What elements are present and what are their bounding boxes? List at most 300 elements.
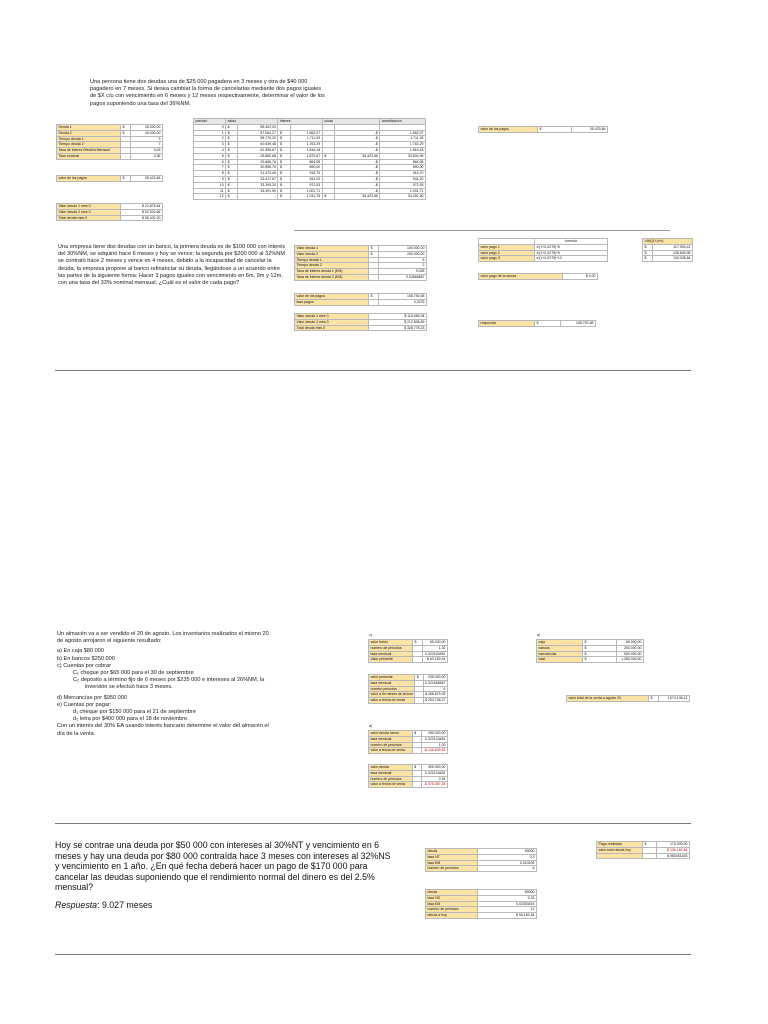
row-value: 150.000,00 <box>422 731 448 737</box>
row-value: 100.038,84 <box>653 256 693 262</box>
row-label: respuesta <box>479 321 535 327</box>
row-value: $ 253.746,27 <box>423 698 447 704</box>
amort-cell: - <box>238 194 278 200</box>
amort-cell: $ <box>278 194 290 200</box>
amort-cell: 1.001,71 <box>290 188 322 194</box>
row-label: valor de los pagos <box>57 176 121 182</box>
amort-cell: -$ <box>334 176 380 182</box>
amort-cell: 1.870,67 <box>290 153 322 159</box>
row-label: tasa mensual <box>369 736 413 742</box>
row-currency: $ <box>583 645 617 651</box>
amort-cell: -$ <box>334 171 380 177</box>
row-value: $ 55.402,20 <box>121 215 163 221</box>
row-currency: $ <box>369 294 379 300</box>
row-value: 0,025 <box>379 269 427 275</box>
problem-2-text <box>58 244 286 287</box>
row-label: valor de los pagos <box>479 127 538 133</box>
row-label: valor deuda <box>369 765 413 771</box>
s3-c2-table <box>368 674 448 704</box>
amort-cell: 1.031,76 <box>290 194 322 200</box>
formula-header: formula <box>535 239 608 245</box>
row-label: Tasa de interes Efectiva Mensual <box>57 148 121 154</box>
row-value: 200.000,00 <box>379 251 427 257</box>
divider-3 <box>55 954 691 955</box>
table-row <box>426 866 537 872</box>
problem-1-text <box>90 79 326 108</box>
amort-cell: $ <box>226 188 238 194</box>
amort-cell: $ <box>278 159 290 165</box>
problem-3-line: Con un interés del 30% EA usando interés bancario determine el valor del almacén el <box>57 723 269 730</box>
row-label: valor pago de la deuda <box>479 274 563 280</box>
amort-cell: $ <box>278 130 290 136</box>
row-label: bancos <box>537 645 583 651</box>
row-label: Tasa nominal <box>57 153 121 159</box>
header-cell: periodo <box>194 119 226 125</box>
row-value: 3 <box>131 136 163 142</box>
row-label: Valor presente <box>369 657 413 663</box>
row-value: 35.423,66 <box>572 127 608 133</box>
row-label: caja <box>537 640 583 646</box>
row-currency: $ <box>643 244 653 250</box>
row-value: 108.792,65 <box>379 294 427 300</box>
row-value: $ 0,00 <box>563 274 598 280</box>
amort-cell: 32.417,67 <box>238 176 278 182</box>
problem-3-line: Un almacén va a ser vendido el 20 de agosto. Los inventarios realizados el mismo 20 <box>57 631 269 637</box>
row-label: Tasa de interes deuda 2 (EM) <box>295 274 369 280</box>
row-label: valor pago 1 <box>479 244 535 250</box>
amort-cell: 11 <box>194 188 226 194</box>
amort-cell: $ <box>226 182 238 188</box>
row-label: numero de periodos <box>369 776 413 782</box>
row-value: 50000 <box>478 849 537 855</box>
table-row <box>479 127 608 133</box>
amort-cell: 35.423,66 <box>334 194 380 200</box>
fx-header: =M/((1+i)^n) <box>643 239 693 245</box>
row-value: 2 <box>379 263 427 269</box>
amort-cell: $ <box>278 188 290 194</box>
problem-1-paragraph: Una persona tiene dos deudas una de $25 000 pagadera en 3 meses y otra de $40 000 pagadero en 7 meses. Si desea cambiar la forma de cancelarlas mediante dos pagos iguales de $X c/u con vencimiento en 6 meses y 12 meses respectivamente, determinar el valor de los pagos suponiendo una tasa del 36%NM. <box>90 79 325 107</box>
row-label: tasa NS <box>426 895 478 901</box>
row-label: valor de los pagos <box>295 294 369 300</box>
row-value: $ 63.150,91 <box>423 657 448 663</box>
row-currency: $ <box>412 765 422 771</box>
row-value: 7 <box>131 142 163 148</box>
row-currency <box>412 748 422 754</box>
row-value: 35.423,66 <box>131 176 163 182</box>
amort-cell: $ <box>226 159 238 165</box>
amort-cell: 0 <box>194 124 226 130</box>
row-label: Valor deuda 2 mes 0 <box>57 209 121 215</box>
row-label: valor a fecha de venta <box>369 782 413 788</box>
row-value: 0,02666667 <box>379 274 427 280</box>
section-divider-top <box>294 230 670 231</box>
table-row <box>369 748 448 754</box>
row-label: Tiempo deuda 2 <box>57 142 121 148</box>
row-currency: $ <box>643 256 653 262</box>
row-label: Valor deuda 1 mes 0 <box>57 204 121 210</box>
amort-cell: 57.064,27 <box>238 130 278 136</box>
row-currency: $ <box>121 130 131 136</box>
problem-4-text <box>55 840 395 911</box>
row-currency: $ <box>643 250 653 256</box>
s3-d-title: d) <box>369 724 373 728</box>
row-label: valor total deuda hoy <box>597 847 643 853</box>
row-label: Valor deuda 2 <box>295 251 369 257</box>
row-value: $ 115.969,34 <box>369 314 427 320</box>
s4-table-1 <box>425 848 537 872</box>
amort-cell: 1.816,18 <box>290 147 322 153</box>
s3-d-table <box>368 730 448 754</box>
problem-3-text <box>57 631 347 738</box>
row-label: tasa EM <box>426 901 478 907</box>
respuesta-value: : 9.027 meses <box>97 899 153 910</box>
amort-cell: 890,00 <box>380 165 426 171</box>
problem-3-line: e) Cuentas por pagar: <box>57 701 112 708</box>
row-value: 1.074.148,12 <box>659 696 690 702</box>
table-row <box>57 153 163 159</box>
row-label: Total deuda mes 0 <box>57 215 121 221</box>
problem-3-line: d) Mercancías por $950 000 <box>57 694 127 701</box>
s2-respuesta <box>478 320 596 327</box>
row-currency: $ <box>415 675 423 681</box>
table-row <box>537 657 644 663</box>
amort-cell: 1.711,93 <box>380 136 426 142</box>
s3-venta-table <box>566 695 690 702</box>
amort-cell: 33.390,20 <box>238 182 278 188</box>
table-row <box>369 782 448 788</box>
amort-cell: 1.001,71 <box>380 188 426 194</box>
amort-cell: 1.662,07 <box>380 130 426 136</box>
row-currency: $ <box>413 640 423 646</box>
row-label: Tiempo deuda 2 <box>295 263 369 269</box>
amort-cell: $ <box>322 153 334 159</box>
row-value: 0,3 <box>478 854 537 860</box>
table-row <box>643 256 693 262</box>
row-value: 108.605,98 <box>653 250 693 256</box>
row-currency: $ <box>121 176 131 182</box>
s2-pago-deuda <box>478 273 598 280</box>
amort-cell: 944,20 <box>290 176 322 182</box>
amort-cell: 62.355,67 <box>238 147 278 153</box>
row-label: Valor deuda 1 mes 0 <box>295 314 369 320</box>
row-currency <box>369 274 379 280</box>
row-value: 0,32 <box>478 895 537 901</box>
amort-cell: $ <box>226 130 238 136</box>
row-label: mercancias <box>537 651 583 657</box>
s3-a-table <box>536 639 644 663</box>
table-row <box>369 698 448 704</box>
problem-3-line: inversión se efectuó hace 3 meses. <box>85 684 173 691</box>
row-currency: $ <box>583 657 617 663</box>
amort-cell: 58.776,20 <box>238 136 278 142</box>
table-row <box>479 274 598 280</box>
amort-cell: $ <box>226 124 238 130</box>
s3-a-title: a) <box>537 633 541 637</box>
row-value: 80000 <box>478 890 537 896</box>
row-value: 2,94 <box>422 776 448 782</box>
row-value: $ 96.162,64 <box>478 913 537 919</box>
row-value: 25.000,00 <box>131 125 163 131</box>
s4-table-3 <box>596 841 690 859</box>
s2-pagos-table <box>294 293 427 306</box>
divider-1 <box>55 370 691 371</box>
row-value: 40.000,00 <box>131 130 163 136</box>
row-label: Total deuda mes 0 <box>295 325 369 331</box>
amort-cell: 2 <box>194 136 226 142</box>
header-cell: interes <box>278 119 322 125</box>
row-label: numero periodos <box>369 686 415 692</box>
table-row <box>567 696 690 702</box>
amort-cell: 7 <box>194 165 226 171</box>
header-cell: amortizacion <box>380 119 426 125</box>
amort-cell: 944,20 <box>380 176 426 182</box>
row-label: Valor deuda 2 mes 0 <box>295 319 369 325</box>
row-label: numero de periodos <box>426 866 478 872</box>
row-currency: $ <box>643 842 657 848</box>
table-row <box>369 692 448 698</box>
problem-4-paragraph: Hoy se contrae una deuda por $50 000 con intereses al 30%NT y vencimiento en 6 meses y hay una deuda por $80 000 contraída hace 3 meses con intereses al 32%NS y vencimiento en 1 año. ¿En qué fecha deberá hacer un pago de $170 000 para cancelar las deudas suponiendo que el rendimiento normal del dinero es del 2.5% mensual? <box>55 840 391 893</box>
row-currency: $ <box>412 731 422 737</box>
row-currency: $ <box>369 251 379 257</box>
problem-3-line: C₁ cheque por $65 000 para el 30 de septiembre <box>73 670 194 677</box>
row-currency: $ <box>583 651 617 657</box>
amort-cell: -$ <box>334 147 380 153</box>
amort-cell: $ <box>278 165 290 171</box>
row-label: numero de periodos <box>426 907 478 913</box>
row-label: deuda <box>426 890 478 896</box>
amortization-table <box>193 118 426 200</box>
row-currency <box>415 698 423 704</box>
amort-cell: $ <box>226 171 238 177</box>
amort-cell: 9 <box>194 176 226 182</box>
row-currency <box>413 657 423 663</box>
s1-pagos-table <box>56 175 163 182</box>
row-value: 12 <box>478 907 537 913</box>
row-value: 80.000,00 <box>617 640 644 646</box>
amort-cell: $ <box>226 176 238 182</box>
respuesta-line <box>55 900 395 911</box>
row-value: $ 22.878,54 <box>121 204 163 210</box>
table-row <box>369 657 448 663</box>
amort-cell: 1.711,93 <box>290 136 322 142</box>
row-value: $ 268.879,93 <box>423 692 447 698</box>
row-label: tasa mensual <box>369 651 413 657</box>
row-label: valor presente <box>369 675 415 681</box>
row-value: 100.000,00 <box>379 246 427 252</box>
amort-cell: 35.423,66 <box>334 153 380 159</box>
row-value: $ 212.808,89 <box>369 319 427 325</box>
amort-cell: $ <box>226 153 238 159</box>
header-cell: saldo <box>226 119 278 125</box>
row-value: 8,980451643 <box>657 853 690 859</box>
row-value: 6 <box>478 866 537 872</box>
row-value: 0,022104451 <box>423 651 448 657</box>
row-formula: x/(1+0,0275)^9 <box>535 250 608 256</box>
row-label: Tasa de interes deuda 1 (EM) <box>295 269 369 275</box>
row-value: 0,022104451 <box>422 736 448 742</box>
amort-cell: 916,70 <box>380 171 426 177</box>
row-label: total <box>537 657 583 663</box>
amort-cell: 34.391,90 <box>380 194 426 200</box>
problem-3-line: día de la venta. <box>57 730 96 737</box>
s3-c-title: c) <box>369 633 372 637</box>
amort-cell: 1 <box>194 130 226 136</box>
problem-3-line: de agosto arrojaron el siguiente resultado: <box>57 638 162 645</box>
s2-totals-table <box>294 313 427 331</box>
amort-cell: 1.763,29 <box>290 142 322 148</box>
row-currency <box>369 299 379 305</box>
row-value: $ 328.778,23 <box>369 325 427 331</box>
row-label: tasa NT <box>426 854 478 860</box>
row-label: valor futuro <box>369 640 413 646</box>
s2-fx-table <box>642 238 693 262</box>
row-value: $ 32.523,66 <box>121 209 163 215</box>
row-label: Deuda 2 <box>57 130 121 136</box>
amort-cell: -$ <box>334 182 380 188</box>
row-label: deuda <box>426 849 478 855</box>
amort-cell: 55.402,20 <box>238 124 278 130</box>
row-label: valor deuda futura <box>369 731 413 737</box>
amort-cell: 916,70 <box>290 171 322 177</box>
amort-cell: 6 <box>194 159 226 165</box>
amort-cell: $ <box>226 194 238 200</box>
amort-cell: 1.763,29 <box>380 142 426 148</box>
row-currency: $ <box>369 246 379 252</box>
row-label: Tiempo deuda 1 <box>57 136 121 142</box>
s1-right-pagos <box>478 126 608 133</box>
table-row <box>479 256 608 262</box>
row-currency <box>121 153 131 159</box>
row-value: 6 <box>379 257 427 263</box>
amort-cell: $ <box>278 182 290 188</box>
amort-cell: -$ <box>334 130 380 136</box>
row-label: Valor deuda 1 <box>295 246 369 252</box>
row-label: valor total de la venta a agosto 20 <box>567 696 649 702</box>
row-label: tasa pagos <box>295 299 369 305</box>
row-label: tasa EM <box>426 860 478 866</box>
table-row <box>426 913 537 919</box>
amort-cell: 1.662,07 <box>290 130 322 136</box>
table-row <box>57 215 163 221</box>
row-label: Tiempo deuda 1 <box>295 257 369 263</box>
amort-cell: -$ <box>334 165 380 171</box>
row-value: 0,024109 <box>478 860 537 866</box>
amort-cell: 30.556,76 <box>238 165 278 171</box>
respuesta-label: Respuesta <box>55 899 98 910</box>
divider-2 <box>55 823 691 824</box>
amort-cell: -$ <box>334 159 380 165</box>
amort-cell: $ <box>278 176 290 182</box>
s2-input-table <box>294 245 427 281</box>
problem-3-line: a) En caja $80 000 <box>57 648 104 655</box>
row-label: numero de periodos <box>369 742 413 748</box>
row-label: tasa mensual <box>369 770 413 776</box>
amort-cell: -$ <box>334 142 380 148</box>
row-value: 0,36 <box>131 153 163 159</box>
amort-cell: $ <box>226 136 238 142</box>
amort-cell: 972,53 <box>380 182 426 188</box>
row-label: valor a fin meses de la inve <box>370 692 413 697</box>
row-label: Pago realizado <box>597 842 643 848</box>
row-value: 108.792,65 <box>561 321 596 327</box>
amort-cell: $ <box>226 142 238 148</box>
amort-cell: 33.504,99 <box>380 153 426 159</box>
amort-cell: 3 <box>194 142 226 148</box>
table-row <box>295 299 427 305</box>
row-currency <box>643 853 657 859</box>
amort-cell: $ <box>322 194 334 200</box>
row-label: tasa mensual <box>369 680 415 686</box>
amort-cell: $ <box>226 165 238 171</box>
row-value: 65.000,00 <box>423 640 448 646</box>
problem-3-line: c) Cuentas por cobrar <box>57 662 112 669</box>
row-label: deuda a hoy <box>426 913 478 919</box>
problem-3-line: C₂ depósito a término fijo de 6 meses por $235 000 e intereses al 26%NM, la <box>73 677 265 684</box>
table-row <box>295 274 427 280</box>
row-formula: x/(1+0,0275)^6 <box>535 244 608 250</box>
s1-input-table <box>56 124 163 160</box>
s3-d2-table <box>368 764 448 788</box>
row-value: 235.000,00 <box>423 675 447 681</box>
amort-cell: 34.391,90 <box>238 188 278 194</box>
s2-formula-table <box>478 238 608 262</box>
amort-cell: 5 <box>194 153 226 159</box>
amort-cell: 1.816,18 <box>380 147 426 153</box>
amort-cell: 890,00 <box>290 165 322 171</box>
row-currency: $ <box>538 127 572 133</box>
amort-cell: 972,53 <box>290 182 322 188</box>
row-currency: $ <box>121 125 131 131</box>
row-value: 0,02354416 <box>478 901 537 907</box>
amort-cell: 864,08 <box>380 159 426 165</box>
table-row <box>57 176 163 182</box>
problem-2-paragraph: Una empresa tiene dos deudas con un banco, la primera deuda es de $100 000 con interés del 30%NM, se adquirió hace 6 meses y hoy se vence; la segunda por $200 000 al 32%NM se contrató hace 2 meses y vence en 4 meses, debido a la incapacidad de cancelar la deuda, la empresa propone al banco refinanciar su deuda, llegándose a un acuerdo entre las partes de la siguiente forma: Hacer 3 pagos iguales con vencimiento en 6m, 9m y 12m, con una tasa del 33% nominal mensual. ¿Cuál es el valor de cada pago? <box>58 244 286 287</box>
header-cell: cuota <box>322 119 380 125</box>
table-row <box>597 853 690 859</box>
row-value: -$ 136.162,64 <box>657 847 690 853</box>
amort-cell: 28.850,68 <box>238 153 278 159</box>
row-label: numero de periodos <box>369 645 413 651</box>
row-currency: $ <box>535 321 561 327</box>
s4-table-2 <box>425 889 537 919</box>
row-value: 6 <box>423 686 447 692</box>
row-label: valor a fecha de venta <box>369 748 413 754</box>
problem-3-line: d₁ cheque por $150 000 para el 21 de septiembre <box>73 709 196 716</box>
row-label: valor a fecha de venta <box>369 698 415 704</box>
s1-totals-table <box>56 203 163 221</box>
amort-cell: -$ <box>334 136 380 142</box>
amort-cell: $ <box>226 147 238 153</box>
row-label: valor pago 2 <box>479 250 535 256</box>
table-row <box>479 321 596 327</box>
row-value: 250.000,00 <box>617 645 644 651</box>
amort-cell: 864,08 <box>290 159 322 165</box>
amort-cell: $ <box>278 171 290 177</box>
amort-cell: 4 <box>194 147 226 153</box>
row-currency <box>412 782 422 788</box>
amort-cell: 10 <box>194 182 226 188</box>
row-label: Deuda 1 <box>57 125 121 131</box>
row-label: valor pago 3 <box>479 256 535 262</box>
table-row <box>295 325 427 331</box>
amort-cell: $ <box>278 136 290 142</box>
amort-cell: $ <box>278 147 290 153</box>
amort-cell: 29.666,76 <box>238 159 278 165</box>
table-row <box>194 194 426 200</box>
amort-cell: 31.473,46 <box>238 171 278 177</box>
row-value: 0,03 <box>131 148 163 154</box>
row-currency: $ <box>649 696 659 702</box>
